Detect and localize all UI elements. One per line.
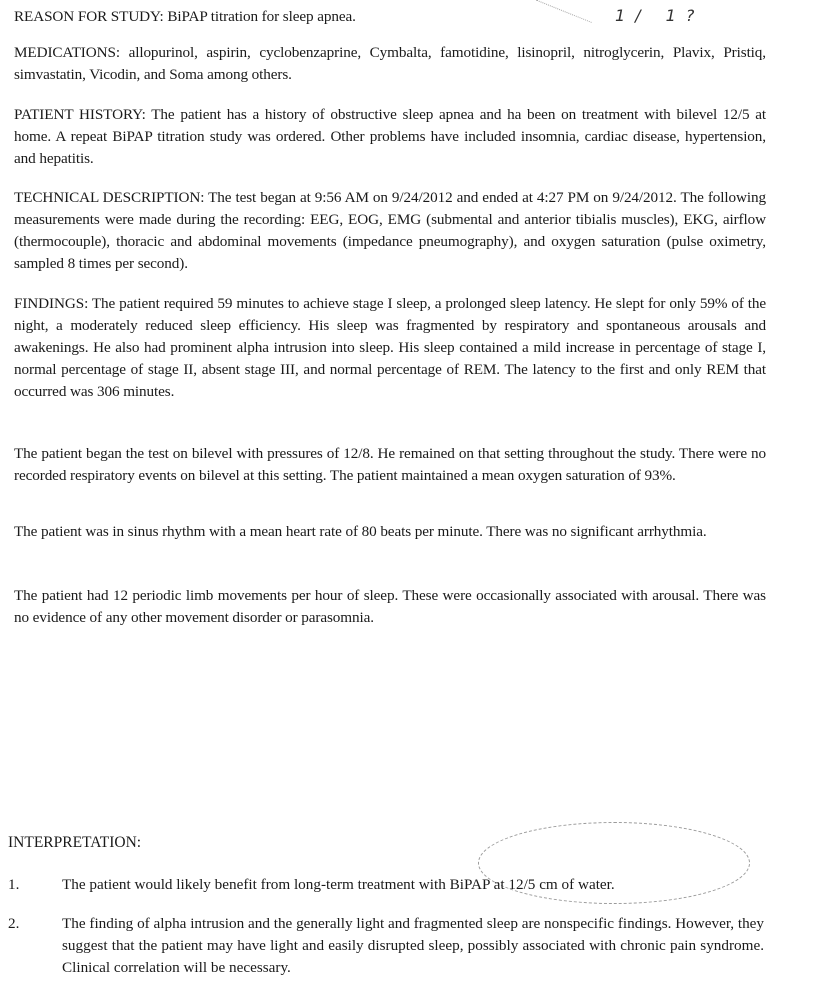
- item-text: The finding of alpha intrusion and the generally light and fragmented sleep are nonspecific findings. However, they suggest that the patient may have light and easily disrupted sleep, possibly associated with chronic pain syndrome. Clinical correlation will be necessary.: [62, 915, 765, 976]
- item-text: The patient would likely benefit from long-term treatment with BiPAP at 12/5 cm of water.: [62, 876, 615, 893]
- technical-label: TECHNICAL DESCRIPTION:: [14, 189, 205, 206]
- reason-for-study: [14, 6, 766, 28]
- medications-label: MEDICATIONS:: [14, 44, 120, 61]
- technical-description: [14, 187, 766, 275]
- reason-text: BiPAP titration for sleep apnea.: [163, 8, 356, 25]
- limb-movement-paragraph: The patient had 12 periodic limb movements per hour of sleep. These were occasionally associated with arousal. There was no evidence of any other movement disorder or parasomnia.: [14, 587, 766, 626]
- reason-label: REASON FOR STUDY:: [14, 8, 164, 25]
- findings-text: The patient required 59 minutes to achieve stage I sleep, a prolonged sleep latency. He slept for only 59% of the night, a moderately reduced sleep efficiency. His sleep was fragmented by respiratory and spontaneous arousals and awakenings. He also had prominent alpha intrusion into sleep. His sleep contained a mild increase in percentage of stage I, normal percentage of stage II, absent stage III, and normal percentage of REM. The latency to the first and only REM that occurred was 306 minutes.: [14, 295, 766, 400]
- findings-label: FINDINGS:: [14, 295, 89, 312]
- patient-history: [14, 104, 766, 170]
- technical-text: The test began at 9:56 AM on 9/24/2012 and ended at 4:27 PM on 9/24/2012. The following measurements were made during the recording: EEG, EOG, EMG (submental and anterior tibialis muscles), EKG, airflow (thermocouple), thoracic and abdominal movements (impedance pneumography), and oxygen saturation (pulse oximetry, sampled 8 times per second).: [14, 189, 766, 272]
- history-text: The patient has a history of obstructive sleep apnea and ha been on treatment with bilevel 12/5 at home. A repeat BiPAP titration study was ordered. Other problems have included insomnia, cardiac disease, hypertension, and hepatitis.: [14, 106, 767, 167]
- item-number: 1.: [8, 876, 20, 893]
- handwritten-page-mark: 1/ 1?: [615, 6, 705, 25]
- medications-text: allopurinol, aspirin, cyclobenzaprine, Cymbalta, famotidine, lisinopril, nitroglycerin, Plavix, Pristiq, simvastatin, Vicodin, and Soma among others.: [14, 44, 766, 83]
- interpretation-heading: INTERPRETATION:: [8, 834, 142, 851]
- bilevel-paragraph: The patient began the test on bilevel with pressures of 12/8. He remained on that setting throughout the study. There were no recorded respiratory events on bilevel at this setting. The patient maintained a mean oxygen saturation of 93%.: [14, 445, 766, 484]
- cardiac-paragraph: The patient was in sinus rhythm with a mean heart rate of 80 beats per minute. There was no significant arrhythmia.: [14, 523, 707, 540]
- findings: [14, 293, 766, 403]
- medications: [14, 42, 766, 86]
- item-number: 2.: [8, 915, 20, 932]
- history-label: PATIENT HISTORY:: [14, 106, 146, 123]
